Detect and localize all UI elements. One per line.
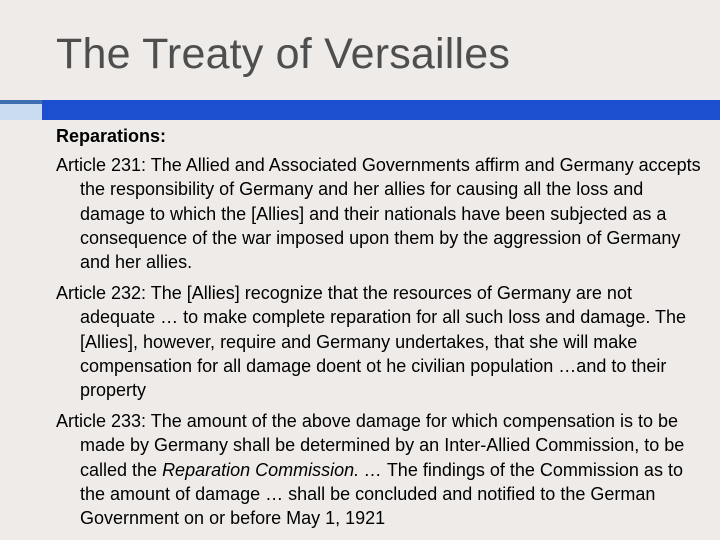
article-233-text-end: The findings of the Commission as to the amount of damage … shall be concluded and notified to the German Government on or before May 1, 1921: [80, 459, 683, 529]
title-divider-bar: [42, 100, 720, 120]
article-233: [56, 409, 702, 530]
article-233-commission-name: Reparation Commission. …: [162, 459, 383, 480]
article-231: Article 231: The Allied and Associated Governments affirm and Germany accepts the responsibility of Germany and her allies for causing all the loss and damage to which the [Allies] and their nationals have been subjected as a consequence of the war imposed upon them by the aggression of Germany and her allies.: [56, 155, 701, 273]
article-232: Article 232: The [Allies] recognize that the resources of Germany are not adequate … to make complete reparation for all such loss and damage. The [Allies], however, require and Germany undertakes, that she will make compensation for all damage doent ot he civilian population …and to their property: [56, 283, 687, 401]
accent-bar-stripe: [0, 100, 42, 104]
section-heading: Reparations:: [56, 126, 167, 146]
article-233-text-start: Article 233: The amount of the above damage for which compensation is to be made by Germany shall be determined by an Inter-Allied Commission, to be called the: [56, 411, 685, 480]
slide-body: [56, 122, 702, 537]
slide-title: The Treaty of Versailles: [56, 30, 511, 78]
